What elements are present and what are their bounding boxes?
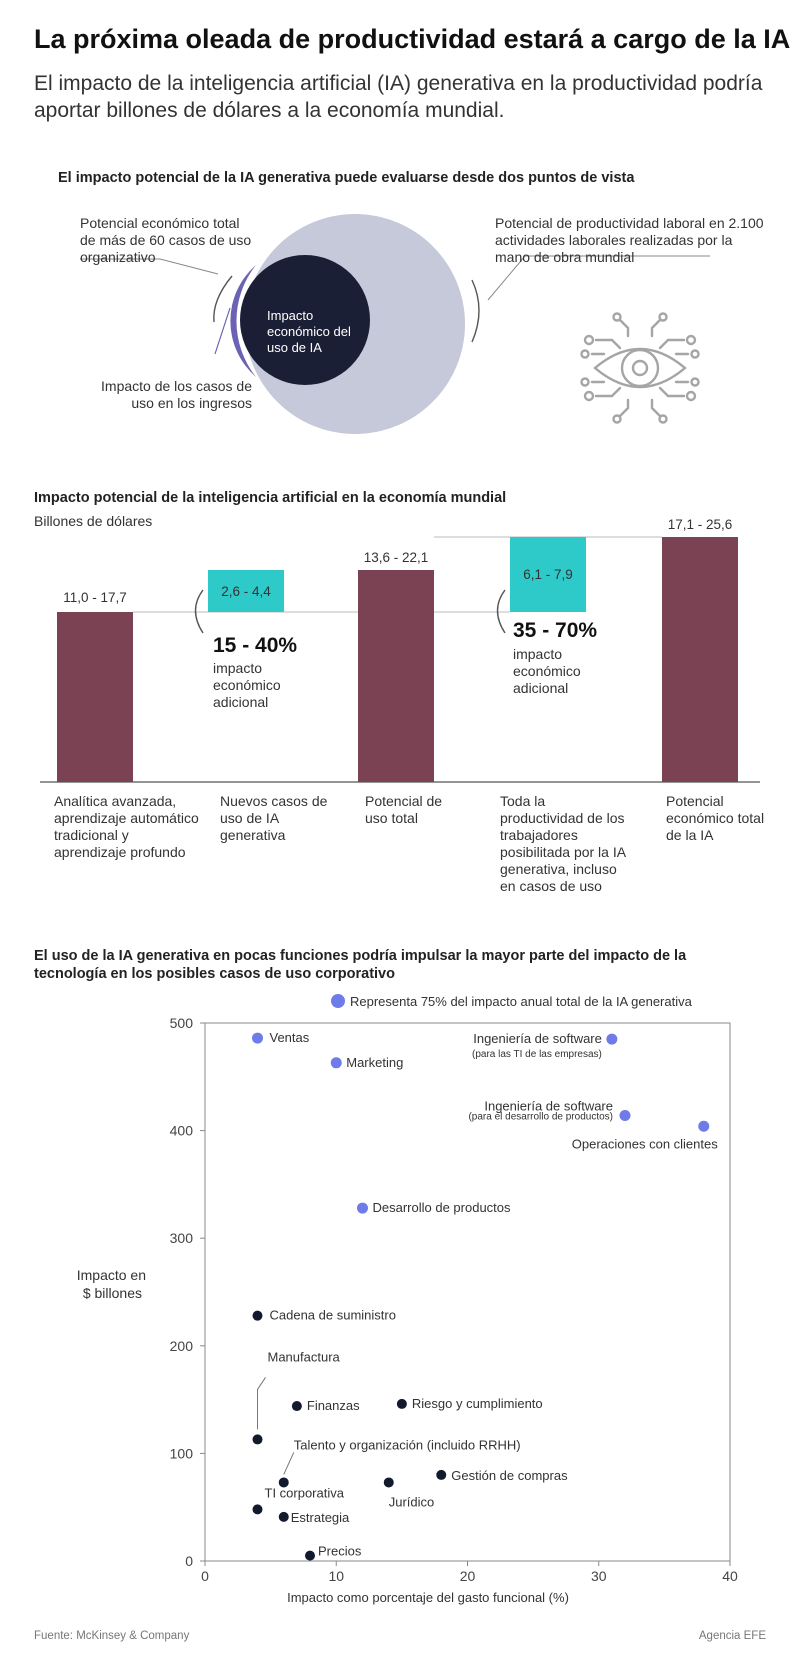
- waterfall-chart: [0, 530, 800, 790]
- category-label-new-use-cases: Nuevos casos de uso de IA generativa: [220, 793, 328, 843]
- source-note: Fuente: McKinsey & Company: [34, 1630, 190, 1642]
- venn-inner-label: Impacto económico del uso de IA: [267, 308, 351, 355]
- point-label: Manufactura: [267, 1349, 340, 1365]
- venn-purple-label: Impacto de los casos de uso en los ingresos: [101, 378, 252, 411]
- agency-credit: Agencia EFE: [698, 1630, 766, 1642]
- purple-leader-line: [215, 308, 230, 354]
- y-axis-label-line-2: $ billones: [82, 1285, 142, 1301]
- y-tick-label: 400: [169, 1122, 193, 1139]
- data-point: [357, 1203, 368, 1214]
- x-tick-label: 30: [590, 1568, 607, 1584]
- point-label: Operaciones con clientes: [571, 1136, 718, 1152]
- category-label-total-ai: Potencial económico total de la IA: [666, 793, 765, 843]
- y-tick-label: 300: [169, 1230, 193, 1247]
- range-label-new-use-cases: 2,6 - 4,4: [221, 584, 271, 599]
- ai-eye-icon: [582, 314, 699, 423]
- data-point: [331, 1057, 342, 1068]
- bar-total-ai: [662, 537, 738, 782]
- point-sublabel: (para el desarrollo de productos): [468, 1111, 613, 1123]
- venn-left-label: Potencial económico total de más de 60 casos de uso organizativo: [80, 215, 252, 265]
- right-bracket: [472, 280, 479, 342]
- point-label: TI corporativa: [264, 1485, 344, 1501]
- legend-text: Representa 75% del impacto anual total de la IA generativa: [350, 994, 692, 1009]
- point-label: Ingeniería de software: [484, 1098, 613, 1114]
- bar-analytics: [57, 612, 133, 782]
- manufactura-leader-line: [258, 1377, 266, 1429]
- data-point: [384, 1477, 394, 1487]
- y-axis-label-line-1: Impacto en: [76, 1267, 146, 1283]
- x-tick-label: 20: [459, 1568, 476, 1584]
- x-tick-label: 0: [201, 1568, 209, 1584]
- data-point: [253, 1434, 263, 1444]
- increment-text-2: impacto económico adicional: [513, 646, 581, 696]
- category-label-analytics: Analítica avanzada, aprendizaje automático tradicional y aprendizaje profundo: [54, 793, 199, 860]
- range-label-analytics: 11,0 - 17,7: [63, 590, 127, 605]
- bar-total-use: [358, 570, 434, 782]
- x-tick-label: 10: [328, 1568, 345, 1584]
- y-tick-label: 0: [185, 1553, 193, 1569]
- point-label: Talento y organización (incluido RRHH): [293, 1437, 521, 1453]
- point-label: Gestión de compras: [451, 1467, 568, 1483]
- data-point: [606, 1034, 617, 1045]
- waterfall-unit: Billones de dólares: [34, 513, 153, 529]
- data-point: [620, 1110, 631, 1121]
- venn-right-label: Potencial de productividad laboral en 2.100 actividades laborales realizadas por la mano de obra mundial: [495, 215, 764, 265]
- waterfall-heading: Impacto potencial de la inteligencia artificial en la economía mundial: [34, 490, 507, 506]
- range-label-total-ai: 17,1 - 25,6: [667, 517, 733, 532]
- range-label-total-use: 13,6 - 22,1: [363, 550, 429, 565]
- legend-marker: [331, 994, 345, 1008]
- point-label: Estrategia: [290, 1509, 350, 1525]
- point-sublabel: (para las TI de las empresas): [472, 1049, 602, 1061]
- point-label: Ventas: [269, 1030, 310, 1046]
- point-label: Desarrollo de productos: [372, 1200, 511, 1216]
- point-label: Precios: [318, 1543, 362, 1559]
- venn-heading: El impacto potencial de la IA generativa puede evaluarse desde dos puntos de vista: [58, 170, 635, 186]
- data-point: [253, 1504, 263, 1514]
- data-point: [292, 1401, 302, 1411]
- point-label: Cadena de suministro: [269, 1307, 396, 1323]
- left-bracket: [214, 276, 232, 322]
- point-label: Ingeniería de software: [473, 1031, 602, 1047]
- data-point: [698, 1121, 709, 1132]
- increment-pct-2: 35 - 70%: [513, 619, 598, 642]
- y-tick-label: 500: [169, 1015, 193, 1031]
- point-label: Finanzas: [306, 1398, 360, 1414]
- point-label: Jurídico: [388, 1494, 435, 1510]
- increment-pct-1: 15 - 40%: [213, 634, 298, 657]
- point-label: Marketing: [346, 1054, 404, 1070]
- data-point: [436, 1470, 446, 1480]
- data-point: [279, 1512, 289, 1522]
- category-label-total-use: Potencial de uso total: [365, 793, 443, 826]
- y-tick-label: 200: [169, 1337, 193, 1354]
- data-point: [253, 1311, 263, 1321]
- x-tick-label: 40: [722, 1568, 738, 1584]
- data-point: [397, 1399, 407, 1409]
- point-label: Riesgo y cumplimiento: [411, 1395, 543, 1411]
- page-title: La próxima oleada de productividad estará a cargo de la IA: [34, 24, 791, 54]
- scatter-chart: [0, 990, 800, 1610]
- increment-text-1: impacto económico adicional: [213, 660, 281, 710]
- x-axis-label: Impacto como porcentaje del gasto funcional (%): [287, 1590, 569, 1605]
- talento-leader-line: [284, 1452, 294, 1474]
- range-label-worker-productivity: 6,1 - 7,9: [523, 567, 573, 582]
- page-subtitle: El impacto de la inteligencia artificial (IA) generativa en la productividad podría aportar billones de dólares a la economía mundial.: [34, 72, 763, 122]
- y-tick-label: 100: [169, 1445, 193, 1462]
- data-point: [252, 1033, 263, 1044]
- category-label-worker-productivity: Toda la productividad de los trabajadores posibilitada por la IA generativa, incluso en casos de uso: [500, 793, 626, 894]
- scatter-heading: El uso de la IA generativa en pocas funciones podría impulsar la mayor parte del impacto de la tecnología en los posibles casos de uso corporativo: [34, 948, 687, 982]
- data-point: [305, 1551, 315, 1561]
